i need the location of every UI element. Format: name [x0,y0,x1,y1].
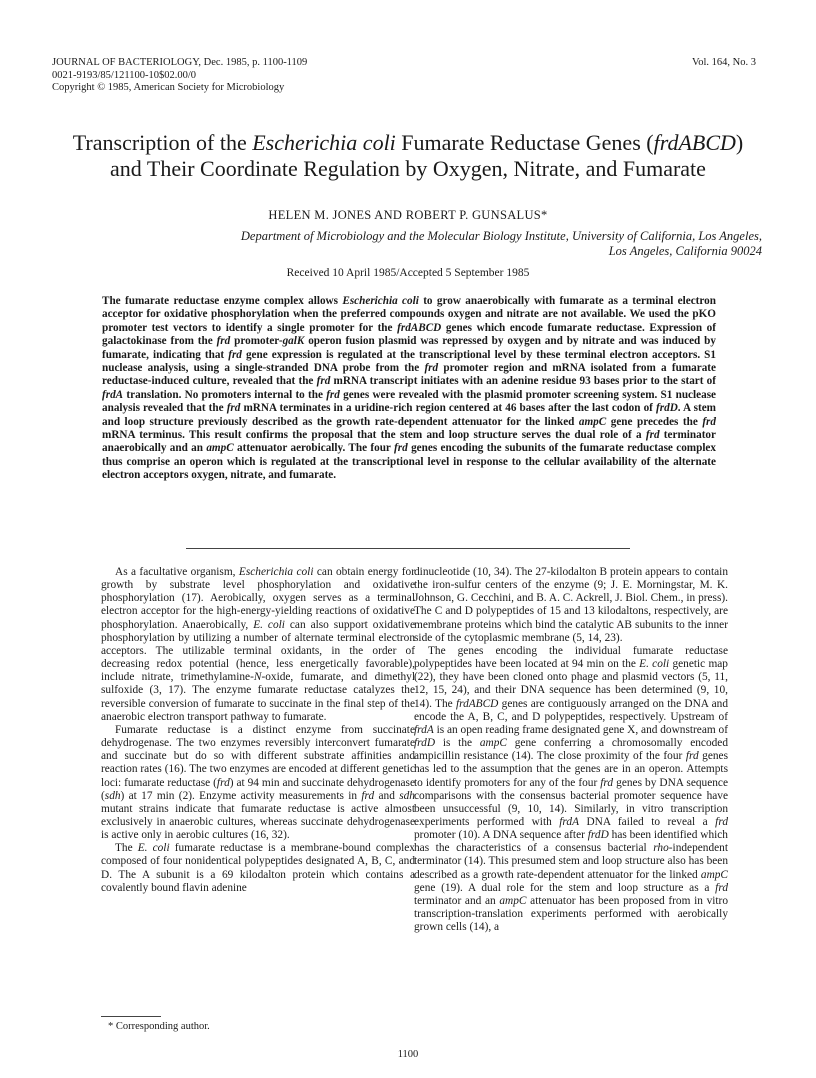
article-title: Transcription of the Escherichia coli Fumarate Reductase Genes (frdABCD) and Their Coordinate Regulation by Oxygen, Nitrate, and Fumarate [72,130,744,181]
page-number: 1100 [397,1049,419,1060]
received-dates: Received 10 April 1985/Accepted 5 September 1985 [286,267,530,279]
journal-header [52,57,307,95]
copyright-line: Copyright © 1985, American Society for Microbiology [52,82,285,93]
section-divider [186,548,630,549]
paragraph: The E. coli fumarate reductase is a membrane-bound complex composed of four nonidentical polypeptides designated A, B, C, and D. The A subunit is a 69 kilodalton protein which contains a covalently bound flavin adenine [101,842,415,894]
paragraph: The genes encoding the individual fumarate reductase polypeptides have been located at 94 min on the E. coli genetic map (22), they have been cloned onto phage and plasmid vectors (5, 11, 12, 15, 24), and their DNA sequence has been determined (9, 10, 14). The frdABCD genes are contiguously arranged on the DNA and encode the A, B, C, and D polypeptides, respectively. Upstream of frdA is an open reading frame designated gene X, and downstream of frdD is the ampC gene conferring a chromosomally encoded ampicillin resistance (14). The close proximity of the four frd genes has led to the assumption that the genes are in an operon. Attempts to identify promoters for any of the four frd genes by DNA sequence comparisons with the consensus bacterial promoter sequence have been unsuccessful (9, 10, 14). Similarly, in vitro transcription experiments performed with frdA DNA failed to reveal a frd promoter (10). A DNA sequence after frdD has been identified which has the characteristics of a consensus bacterial rho-independent terminator (14). This presumed stem and loop structure also has been described as a growth rate-dependent attenuator for the linked ampC gene (19). A dual role for the stem and loop structure as a frd terminator and an ampC attenuator has been proposed from in vitro transcription-translation experiments performed with aerobically grown cells (14), a [414,644,729,934]
authors: HELEN M. JONES AND ROBERT P. GUNSALUS* [268,208,548,222]
footnote: * Corresponding author. [108,1021,210,1032]
body-column-right [414,566,728,934]
affiliation: Department of Microbiology and the Molecular Biology Institute, University of California, Los Angeles, Los Angeles, California 90024 [240,229,762,258]
body-column-left [101,566,415,895]
footnote-rule [101,1016,161,1017]
code-line: 0021-9193/85/121100-10$02.00/0 [52,69,196,81]
paragraph: dinucleotide (10, 34). The 27-kilodalton B protein appears to contain the iron-sulfur centers of the enzyme (9; J. E. Morningstar, M. K. Johnson, G. Cecchini, and B. A. C. Ackrell, J. Biol. Chem., in press). The C and D polypeptides of 15 and 13 kilodaltons, respectively, are membrane proteins which bind the catalytic AB subunits to the inner side of the cytoplasmic membrane (5, 14, 23). [414,566,728,644]
journal-line: JOURNAL OF BACTERIOLOGY, Dec. 1985, p. 1100-1109 [52,57,308,68]
abstract: The fumarate reductase enzyme complex allows Escherichia coli to grow anaerobically with fumarate as a terminal electron acceptor for oxidative phosphorylation when the preferred compounds oxygen and nitrate are not available. We used the pKO promoter test vectors to identify a single promoter for the frdABCD genes which encode fumarate reductase. Expression of galactokinase from the frd promoter-galK operon fusion plasmid was repressed by oxygen and by nitrate and was induced by fumarate, indicating that frd gene expression is regulated at the transcriptional level by these terminal electron acceptors. S1 nuclease analysis, using a single-stranded DNA probe from the frd promoter region and mRNA isolated from a fumarate reductase-induced culture, revealed that the frd mRNA transcript initiates with an adenine residue 93 bases prior to the start of frdA translation. No promoters internal to the frd genes were revealed with the plasmid promoter screening system. S1 nuclease analysis revealed that the frd mRNA terminates in a uridine-rich region centered at 46 bases after the last codon of frdD. A stem and loop structure previously described as the growth rate-dependent attenuator for the linked ampC gene precedes the frd mRNA terminus. This result confirms the proposal that the stem and loop structure serves the dual role of a frd terminator anaerobically and an ampC attenuator aerobically. The four frd genes encoding the subunits of the fumarate reductase complex thus comprise an operon which is regulated at the transcriptional level in response to the cellular availability of the alternate electron acceptors oxygen, nitrate, and fumarate. [102,295,717,482]
paragraph: As a facultative organism, Escherichia coli can obtain energy for growth by substrate level phosphorylation and oxidative phosphorylation (17). Aerobically, oxygen serves as a terminal electron acceptor for the high-energy-yielding reactions of oxidative phosphorylation. Anaerobically, E. coli can also support oxidative phosphorylation by utilizing a number of alternate terminal electron acceptors. The utilizable terminal oxidants, in the order of decreasing redox potential (hence, less energetically favorable), include nitrate, trimethylamine-N-oxide, fumarate, and dimethyl sulfoxide (3, 17). The enzyme fumarate reductase catalyzes the reversible conversion of fumarate to succinate in the final step of the anaerobic electron transport pathway to fumarate. [101,566,416,723]
volume-info: Vol. 164, No. 3 [692,57,756,68]
paragraph: Fumarate reductase is a distinct enzyme from succinate dehydrogenase. The two enzymes reversibly interconvert fumarate and succinate but do so with different substrate affinities and reaction rates (16). The two enzymes are encoded at different genetic loci: fumarate reductase (frd) at 94 min and succinate dehydrogenase (sdh) at 17 min (2). Enzyme activity measurements in frd and sdh mutant strains indicate that fumarate reductase is active almost exclusively in anaerobic cultures, whereas succinate dehydrogenase is active only in aerobic cultures (16, 32). [101,723,415,842]
